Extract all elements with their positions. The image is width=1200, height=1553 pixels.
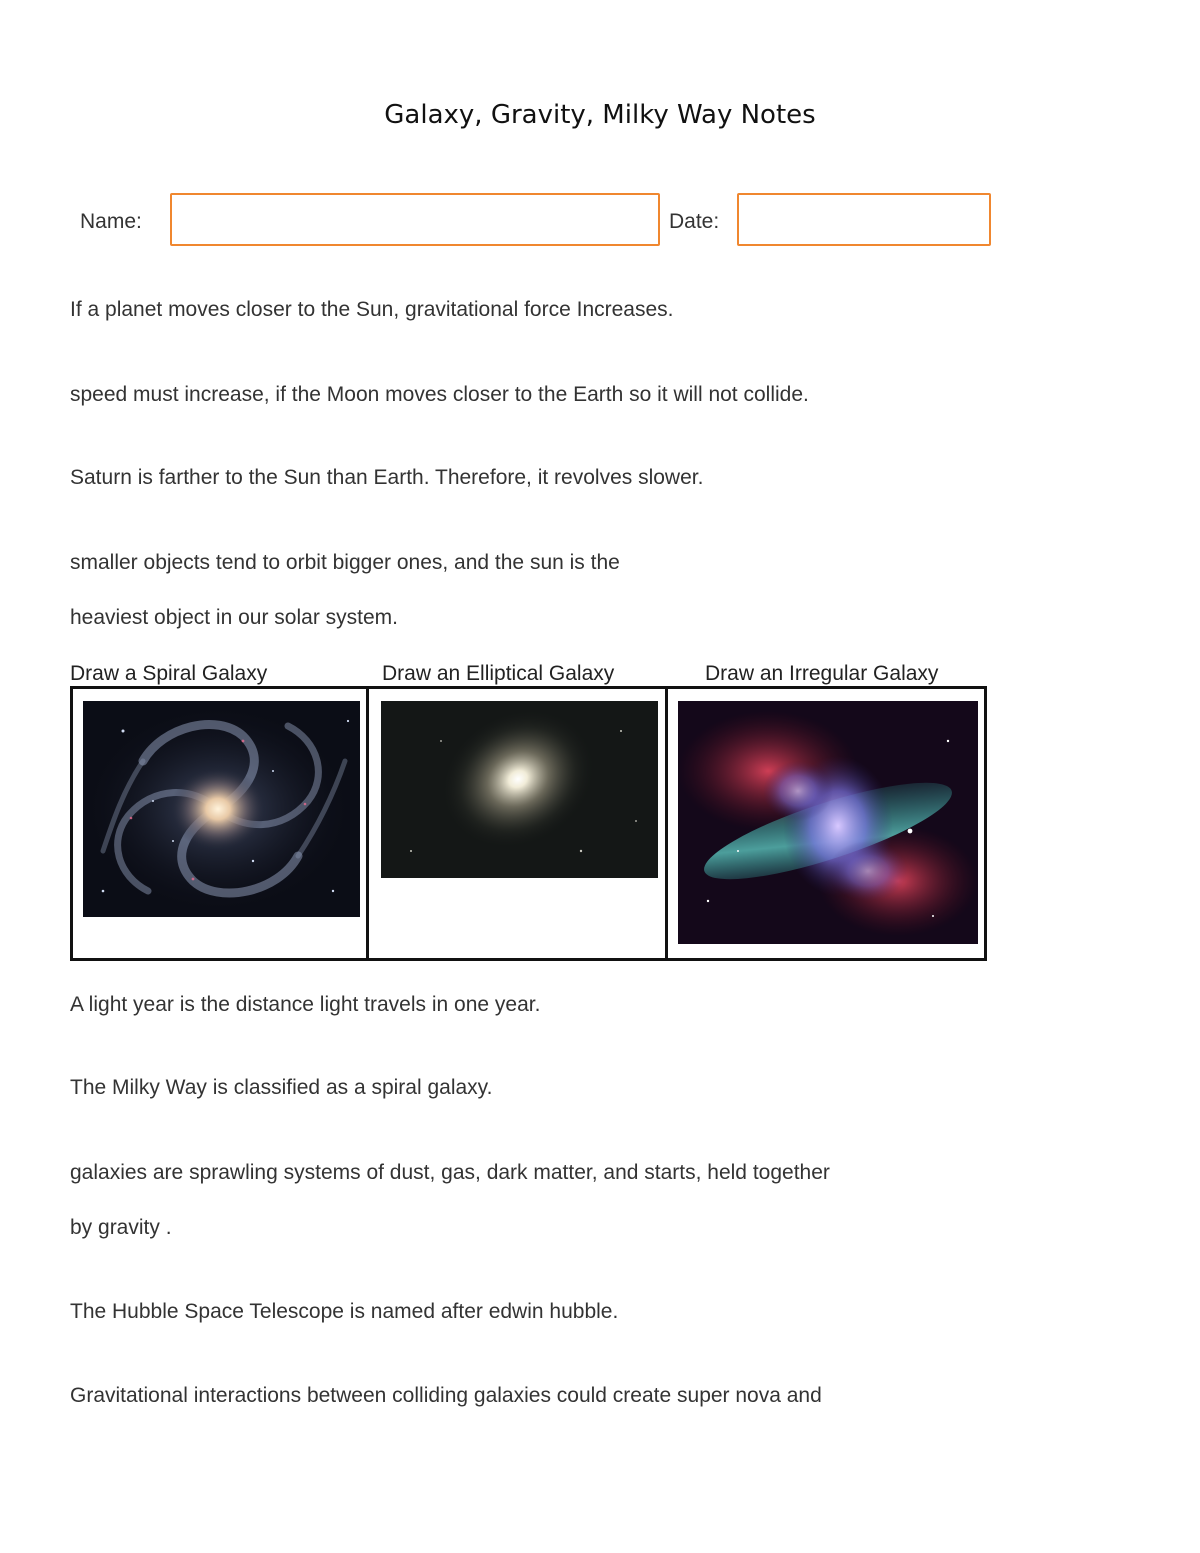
note-line: heaviest object in our solar system. bbox=[70, 606, 398, 629]
spiral-galaxy-image bbox=[83, 701, 360, 917]
table-divider bbox=[665, 686, 668, 961]
irregular-galaxy-image bbox=[678, 701, 978, 944]
elliptical-galaxy-header: Draw an Elliptical Galaxy bbox=[382, 662, 615, 685]
irregular-galaxy-header: Draw an Irregular Galaxy bbox=[705, 662, 939, 685]
note-line: A light year is the distance light travels in one year. bbox=[70, 993, 541, 1016]
spiral-galaxy-header: Draw a Spiral Galaxy bbox=[70, 662, 268, 685]
elliptical-galaxy-image bbox=[381, 701, 658, 878]
name-label: Name: bbox=[80, 210, 142, 233]
note-line: The Milky Way is classified as a spiral galaxy. bbox=[70, 1076, 493, 1099]
table-divider bbox=[366, 686, 369, 961]
page-title: Galaxy, Gravity, Milky Way Notes bbox=[384, 100, 816, 130]
name-field[interactable] bbox=[170, 193, 660, 246]
note-line: The Hubble Space Telescope is named after edwin hubble. bbox=[70, 1300, 619, 1323]
note-line: smaller objects tend to orbit bigger ones, and the sun is the bbox=[70, 551, 620, 574]
date-field[interactable] bbox=[737, 193, 991, 246]
note-line: Gravitational interactions between colliding galaxies could create super nova and bbox=[70, 1384, 822, 1407]
note-line: by gravity . bbox=[70, 1216, 172, 1239]
note-line: speed must increase, if the Moon moves closer to the Earth so it will not collide. bbox=[70, 383, 809, 406]
note-line: If a planet moves closer to the Sun, gravitational force Increases. bbox=[70, 298, 674, 321]
note-line: galaxies are sprawling systems of dust, gas, dark matter, and starts, held together bbox=[70, 1161, 830, 1184]
date-label: Date: bbox=[669, 210, 720, 233]
note-line: Saturn is farther to the Sun than Earth. Therefore, it revolves slower. bbox=[70, 466, 704, 489]
